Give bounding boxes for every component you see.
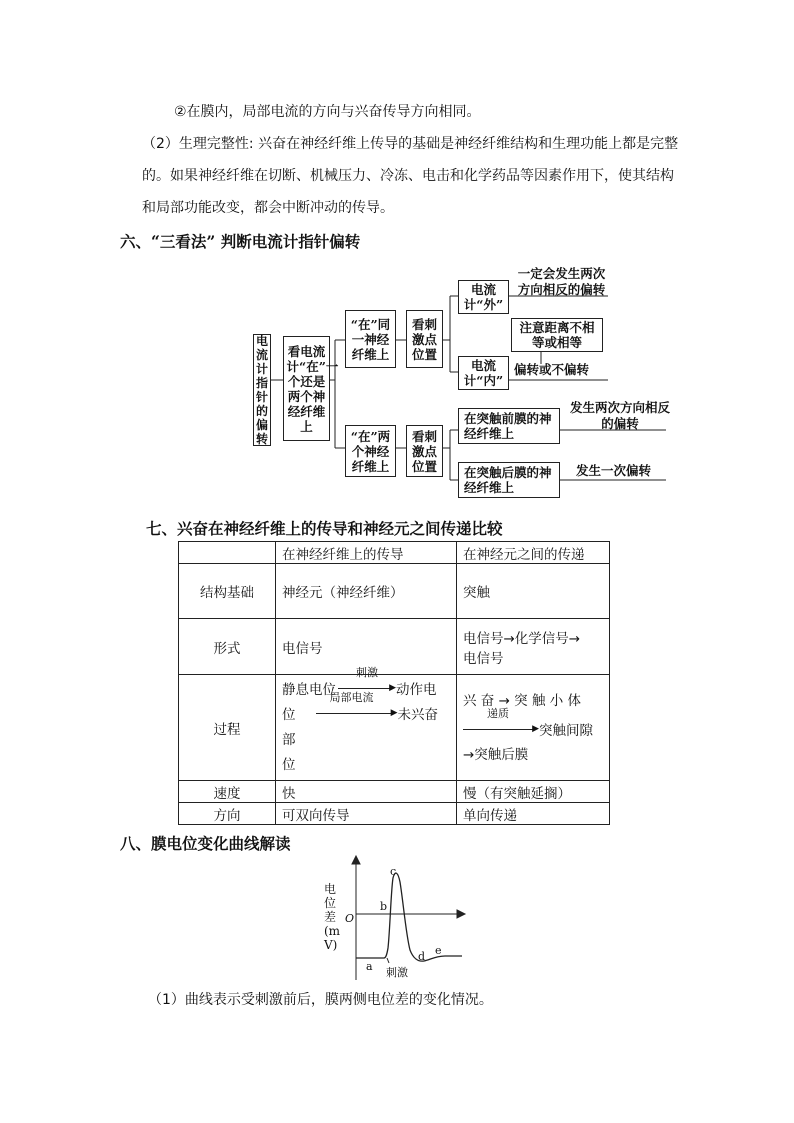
comparison-table	[178, 541, 610, 825]
paragraph-1: ②在膜内，局部电流的方向与兴奋传导方向相同。	[174, 104, 481, 120]
result-outside: 一定会发生两次方向相反的偏转	[517, 266, 606, 297]
y-axis-arrow	[352, 856, 360, 864]
x-axis-arrow	[457, 910, 465, 918]
process-fiber-line-2: 位 局部电流 ▶ 未兴奋部	[282, 690, 438, 748]
transmitter-arrow: 递质 ▶	[463, 721, 539, 735]
meter-inside-box: 电流计“内”	[458, 356, 509, 390]
process-neuron-line-3: →突触后膜	[463, 746, 529, 763]
result-before: 发生两次方向相反的偏转	[570, 400, 671, 431]
row-label-process: 过程	[179, 675, 276, 781]
heading-section-8: 八、膜电位变化曲线解读	[120, 834, 291, 853]
point-label-d: d	[418, 950, 426, 963]
form-neuron-line-1: 电信号→化学信号→	[463, 630, 581, 647]
point-label-b: b	[380, 900, 388, 913]
cell-speed-neuron: 慢（有突触延搁）	[457, 781, 610, 803]
paragraph-2-line-1: （2）生理完整性: 兴奋在神经纤维上传导的基础是神经纤维结构和生理功能上都是完整	[142, 136, 679, 152]
flow-diagram-lines	[0, 0, 794, 520]
result-inside: 偏转或不偏转	[514, 362, 590, 377]
cell-direction-neuron: 单向传递	[457, 803, 610, 825]
process-fiber-line-1: 静息电位 刺激 ▶ 动作电	[282, 665, 437, 698]
process-neuron-line-1: 兴 奋 → 突 触 小 体	[463, 692, 582, 709]
cell-direction-fiber: 可双向传导	[276, 803, 457, 825]
point-label-e: e	[435, 944, 442, 957]
cell-form-fiber: 电信号	[276, 619, 457, 675]
row-label-direction: 方向	[179, 803, 276, 825]
paragraph-2-line-3: 和局部功能改变，都会中断冲动的传导。	[142, 200, 394, 216]
point-label-c: c	[390, 865, 397, 878]
cell-process-fiber	[276, 665, 457, 781]
row-label-basis: 结构基础	[179, 564, 276, 619]
paragraph-2-line-2: 的。如果神经纤维在切断、机械压力、冷冻、电击和化学药品等因素作用下，使其结构	[142, 168, 674, 184]
look-fiber-box: 看电流计“在”一个还是两个神经纤维上	[283, 336, 330, 441]
heading-section-6: 六、“三看法” 判断电流计指针偏转	[120, 232, 361, 251]
cell-basis-fiber: 神经元（神经纤维）	[276, 564, 457, 619]
cell-form-neuron	[457, 619, 610, 675]
heading-section-7: 七、兴奋在神经纤维上的传导和神经元之间传递比较	[146, 519, 503, 538]
row-label-form: 形式	[179, 619, 276, 675]
potential-curve	[356, 873, 462, 961]
same-fiber-box: “在”同一神经纤维上	[345, 310, 396, 368]
meter-outside-box: 电流计“外”	[458, 280, 509, 314]
paragraph-last: （1）曲线表示受刺激前后，膜两侧电位差的变化情况。	[148, 992, 493, 1008]
row-label-speed: 速度	[179, 781, 276, 803]
form-neuron-line-2: 电信号	[463, 650, 504, 667]
cell-basis-neuron: 突触	[457, 564, 610, 619]
point-label-a: a	[366, 960, 373, 973]
cell-speed-fiber: 快	[276, 781, 457, 803]
process-fiber-line-3: 位	[282, 756, 296, 773]
note-box: 注意距离不相等或相等	[511, 318, 603, 352]
y-axis-label: 电位差(mV)	[324, 882, 341, 952]
result-after: 发生一次偏转	[576, 463, 652, 478]
local-current-arrow: 局部电流 ▶	[316, 705, 398, 719]
header-fiber: 在神经纤维上的传导	[276, 542, 457, 564]
root-box: 电流计指针的偏转	[253, 334, 271, 446]
look-stimulus-box-1: 看刺激点位置	[406, 310, 443, 368]
before-synapse-box: 在突触前膜的神经纤维上	[458, 408, 560, 444]
stimulus-arrow: 刺激 ▶	[336, 680, 396, 694]
origin-label: O	[345, 912, 355, 925]
look-stimulus-box-2: 看刺激点位置	[406, 425, 443, 477]
after-synapse-box: 在突触后膜的神经纤维上	[458, 462, 560, 498]
cell-process-neuron	[457, 675, 610, 781]
header-neuron: 在神经元之间的传递	[457, 542, 610, 564]
stimulus-annotation: 刺激	[386, 966, 408, 979]
header-empty	[179, 542, 276, 564]
two-fibers-box: “在”两个神经纤维上	[345, 425, 396, 477]
process-neuron-line-2: 递质 ▶ 突触间隙	[463, 719, 603, 743]
